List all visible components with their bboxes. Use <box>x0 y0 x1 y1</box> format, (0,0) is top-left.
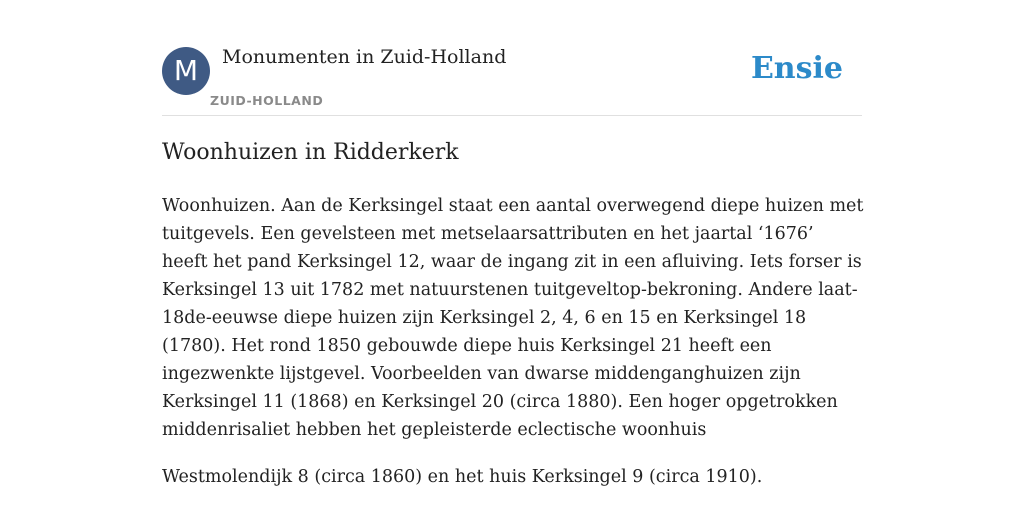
source-avatar[interactable]: M <box>162 47 210 95</box>
source-title-link[interactable]: Monumenten in Zuid-Holland <box>222 46 507 68</box>
article-title: Woonhuizen in Ridderkerk <box>162 140 459 165</box>
article-paragraph: Westmolendijk 8 (circa 1860) en het huis Kerksingel 9 (circa 1910). <box>162 467 763 487</box>
category-link[interactable]: ZUID-HOLLAND <box>210 93 324 108</box>
article-paragraph: Woonhuizen. Aan de Kerksingel staat een aantal overwegend diepe huizen met tuitgevels. Een gevelsteen met metselaarsattributen en het jaartal ‘1676’ heeft het pand Kerksingel 12, waar de ingang zit in een afluiving. Iets forser is Kerksingel 13 uit 1782 met natuurstenen tuitgeveltop-bekroning. Andere laat-18de-eeuwse diepe huizen zijn Kerksingel 2, 4, 6 en 15 en Kerksingel 18 (1780). Het rond 1850 gebouwde diepe huis Kerksingel 21 heeft een ingezwenkte lijstgevel. Voorbeelden van dwarse middenganghuizen zijn Kerksingel 11 (1868) en Kerksingel 20 (circa 1880). Een hoger opgetrokken middenrisaliet hebben het gepleisterde eclectische woonhuis <box>162 196 864 440</box>
ensie-logo[interactable]: Ensie <box>750 51 843 86</box>
header-divider <box>162 115 862 116</box>
